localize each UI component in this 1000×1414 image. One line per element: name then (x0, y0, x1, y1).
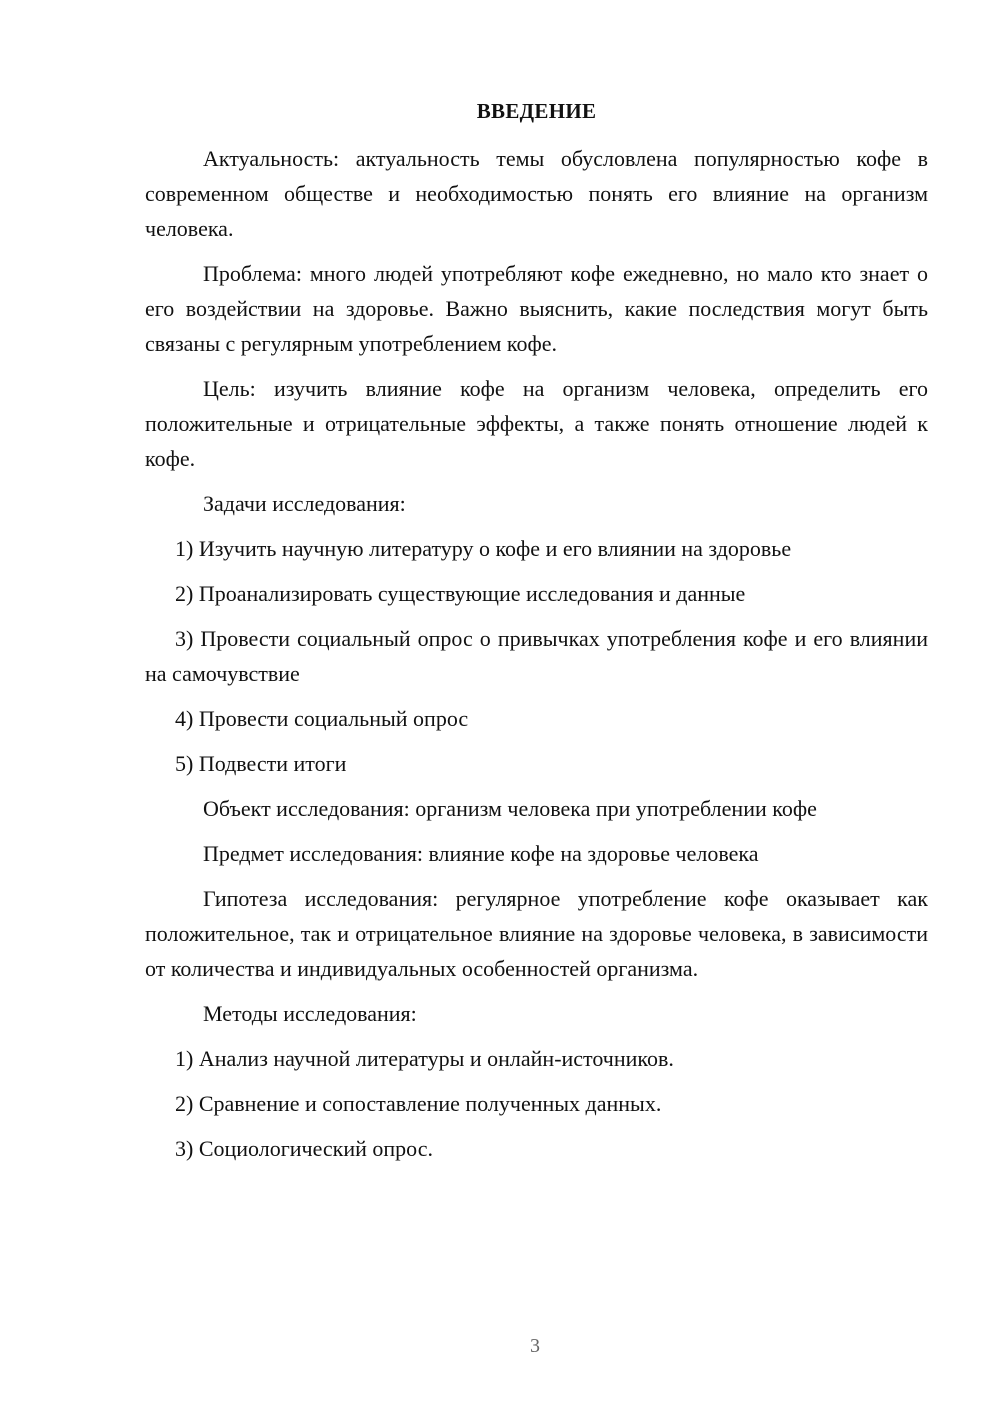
methods-label: Методы исследования: (203, 1001, 417, 1026)
method-item: 2) Сравнение и сопоставление полученных данных. (175, 1091, 662, 1116)
task-item: 2) Проанализировать существующие исследования и данные (175, 581, 746, 606)
tasks-label: Задачи исследования: (203, 491, 406, 516)
method-item: 3) Социологический опрос. (175, 1136, 433, 1161)
research-object: Объект исследования: организм человека при употреблении кофе (203, 796, 817, 821)
goal-paragraph: Цель: изучить влияние кофе на организм человека, определить его положительные и отрицательные эффекты, а также понять отношение людей к кофе. (145, 376, 928, 471)
method-item: 1) Анализ научной литературы и онлайн-источников. (175, 1046, 674, 1071)
problem-paragraph: Проблема: много людей употребляют кофе ежедневно, но мало кто знает о его воздействии на здоровье. Важно выяснить, какие последствия могут быть связаны с регулярным употреблением кофе. (145, 261, 928, 356)
page-number: 3 (530, 1335, 540, 1357)
task-item: 4) Провести социальный опрос (175, 706, 469, 731)
hypothesis-paragraph: Гипотеза исследования: регулярное употребление кофе оказывает как положительное, так и отрицательное влияние на здоровье человека, в зависимости от количества и индивидуальных особенностей организма. (145, 886, 928, 981)
relevance-paragraph: Актуальность: актуальность темы обусловлена популярностью кофе в современном обществе и необходимостью понять его влияние на организм человека. (145, 146, 928, 241)
research-subject: Предмет исследования: влияние кофе на здоровье человека (203, 841, 759, 866)
task-item: 1) Изучить научную литературу о кофе и его влиянии на здоровье (175, 536, 792, 561)
task-item: 5) Подвести итоги (175, 751, 347, 776)
page-title: ВВЕДЕНИЕ (476, 99, 597, 123)
document-body (145, 141, 928, 1176)
task-item: 3) Провести социальный опрос о привычках употребления кофе и его влиянии на самочувствие (145, 626, 928, 686)
